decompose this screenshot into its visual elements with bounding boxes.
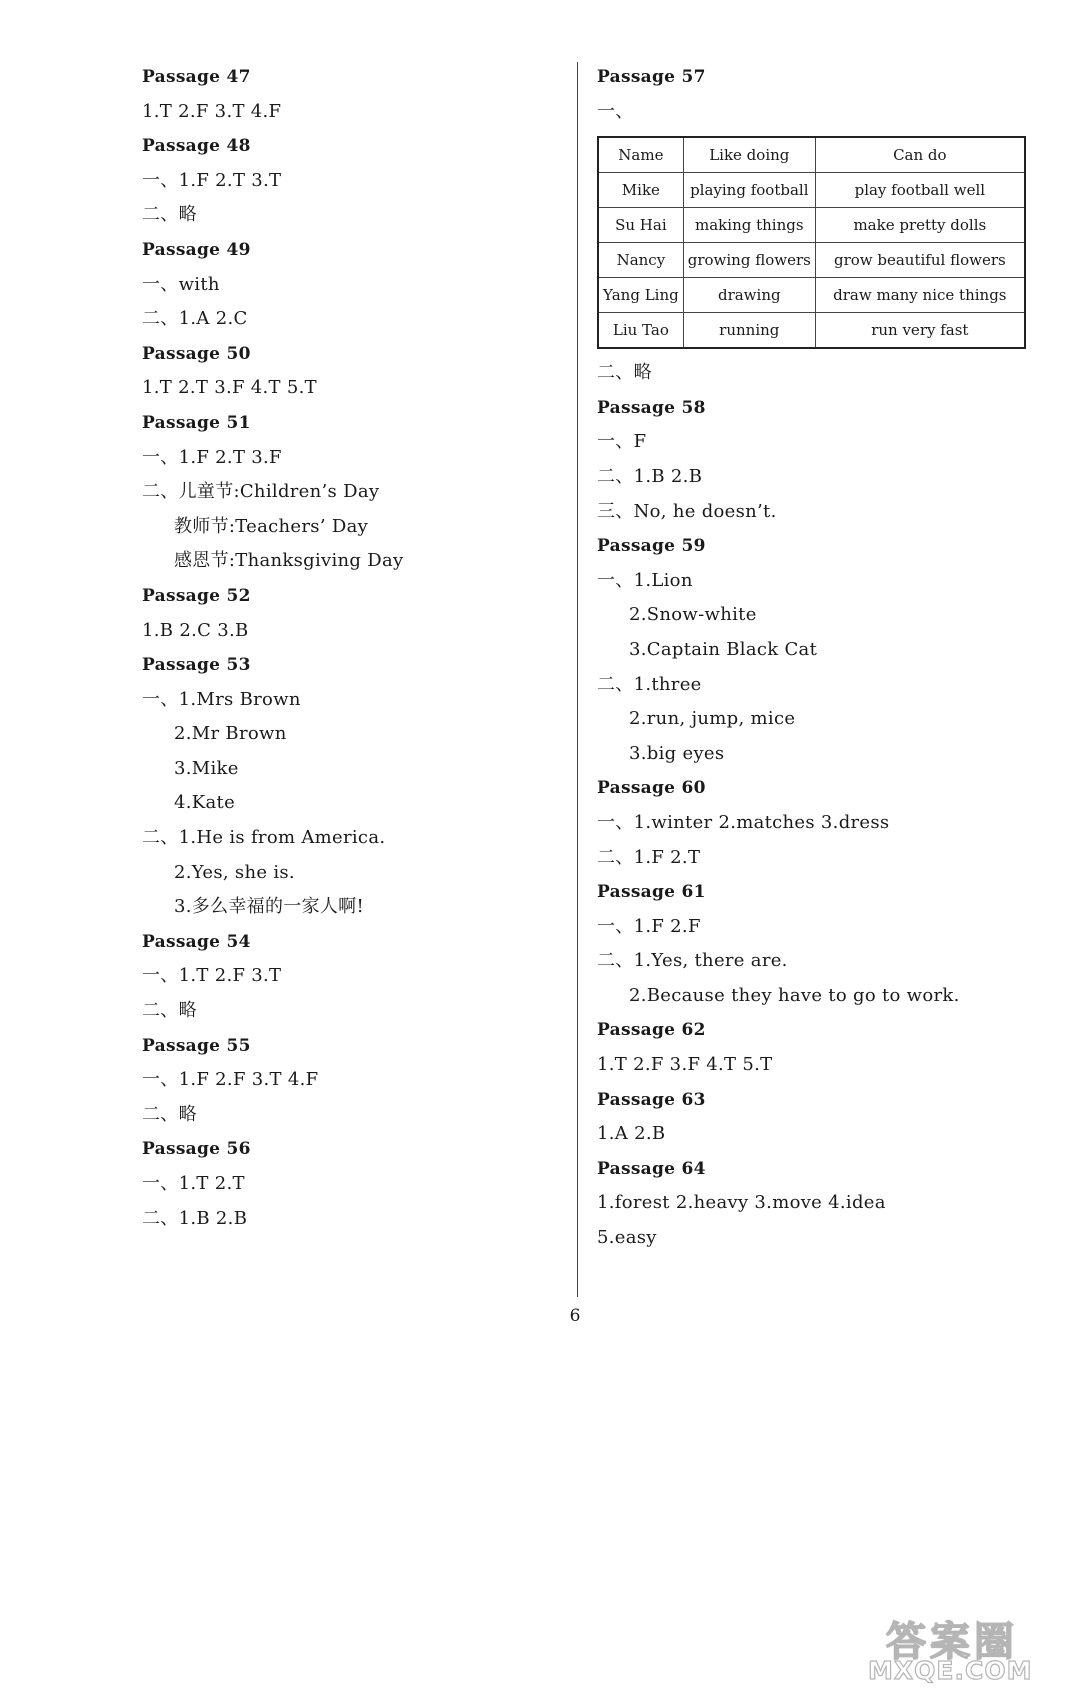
passage-heading: Passage 61 [597,882,706,903]
table-row [598,313,1025,349]
passage-heading: Passage 51 [142,412,251,433]
answer-line: 3.Mike [174,757,239,779]
answer-line: 一、1.T 2.T [142,1173,245,1194]
passage-heading: Passage 55 [142,1035,251,1056]
answer-line: 2.Mr Brown [174,723,287,745]
answer-line: 教师节:Teachers’ Day [174,515,369,537]
table-cell: running [683,313,815,349]
right-column [597,60,1037,1256]
answer-line: 二、1.A 2.C [142,308,248,330]
answer-line: 一、1.F 2.T 3.F [142,446,282,468]
answer-line: 二、1.F 2.T [597,846,701,868]
table-cell: grow beautiful flowers [815,243,1025,278]
table-cell: make pretty dolls [815,208,1025,243]
answer-line: 1.A 2.B [597,1123,666,1145]
answer-line: 1.B 2.C 3.B [142,619,249,641]
table-cell: playing football [683,173,815,208]
table-cell: Yang Ling [598,278,683,313]
passage-heading: Passage 58 [597,397,706,418]
watermark-en: MXQE.COM [868,1656,1033,1685]
table-cell: growing flowers [683,243,815,278]
passage-heading: Passage 48 [142,136,251,157]
answer-line: 二、略 [142,1103,197,1125]
passage-heading: Passage 52 [142,585,251,606]
answer-table [597,136,1026,349]
answer-line: 3.big eyes [629,742,725,764]
table-cell: play football well [815,173,1025,208]
passage-heading: Passage 59 [597,536,706,557]
answer-line: 二、略 [597,362,652,384]
answer-line: 一、1.winter 2.matches 3.dress [597,811,890,833]
table-row [598,278,1025,313]
answer-line: 三、No, he doesn’t. [597,500,777,522]
answer-line: 感恩节:Thanksgiving Day [174,550,404,572]
answer-line: 二、1.three [597,673,702,695]
answer-line: 1.T 2.F 3.F 4.T 5.T [597,1054,773,1076]
table-cell: Liu Tao [598,313,683,349]
answer-line: 一、1.Lion [597,569,693,591]
answer-line: 二、1.Yes, there are. [597,950,788,972]
page-number: 6 [569,1306,581,1326]
answer-line: 二、1.B 2.B [597,465,703,487]
passage-heading: Passage 62 [597,1020,706,1041]
table-cell: making things [683,208,815,243]
passage-heading: Passage 63 [597,1089,706,1110]
table-cell: drawing [683,278,815,313]
table-cell: Mike [598,173,683,208]
answer-line: 4.Kate [174,792,236,814]
table-cell: draw many nice things [815,278,1025,313]
answer-line: 一、with [142,273,220,295]
answer-line: 二、略 [142,204,197,226]
answer-line: 一、1.F 2.F [597,915,701,937]
answer-line: 5.easy [597,1227,657,1249]
answer-line: 一、1.F 2.T 3.T [142,169,282,191]
table-cell: run very fast [815,313,1025,349]
answer-line: 2.Snow-white [629,604,757,626]
answer-line: 一、1.F 2.F 3.T 4.F [142,1069,319,1091]
table-row [598,173,1025,208]
left-column [142,60,562,1236]
answer-line: 一、 [597,100,634,122]
answer-line: 二、1.He is from America. [142,827,386,849]
passage-heading: Passage 64 [597,1158,706,1179]
table-cell: Name [598,137,683,173]
answer-line: 一、1.Mrs Brown [142,688,301,710]
table-cell: Like doing [683,137,815,173]
answer-line: 1.T 2.T 3.F 4.T 5.T [142,377,317,399]
answer-line: 3.Captain Black Cat [629,638,818,660]
table-cell: Can do [815,137,1025,173]
watermark-cn: 答案圈 [886,1619,1018,1665]
table-row [598,208,1025,243]
answer-line: 2.Yes, she is. [174,861,295,883]
answer-line: 二、1.B 2.B [142,1207,248,1229]
answer-line: 1.forest 2.heavy 3.move 4.idea [597,1192,886,1214]
passage-heading: Passage 49 [142,239,251,260]
table-row [598,243,1025,278]
answer-line: 3.多么幸福的一家人啊! [174,896,365,918]
passage-heading: Passage 60 [597,778,706,799]
answer-line: 一、F [597,431,647,453]
passage-heading: Passage 57 [597,67,706,87]
watermark-logo [868,1610,1073,1685]
table-header-row [598,137,1025,173]
passage-heading: Passage 53 [142,655,251,676]
column-divider [577,62,578,1297]
answer-line: 二、儿童节:Children’s Day [142,481,380,503]
passage-heading: Passage 56 [142,1139,251,1160]
answer-line: 2.Because they have to go to work. [629,984,960,1006]
answer-line: 2.run, jump, mice [629,708,796,730]
answer-line: 一、1.T 2.F 3.T [142,965,282,987]
table-cell: Nancy [598,243,683,278]
passage-heading: Passage 50 [142,343,251,364]
passage-heading: Passage 47 [142,67,251,87]
table-cell: Su Hai [598,208,683,243]
passage-heading: Passage 54 [142,931,251,952]
answer-line: 二、略 [142,1000,197,1022]
answer-line: 1.T 2.F 3.T 4.F [142,100,282,122]
